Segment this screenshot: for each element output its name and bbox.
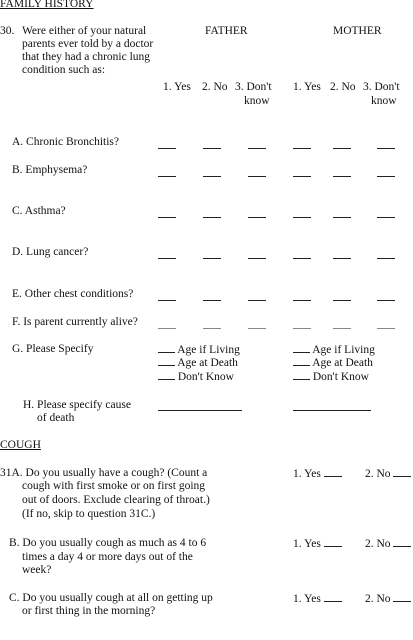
lung-cancer-father-dont-know-blank[interactable] (248, 258, 266, 259)
q31b-yes-option[interactable] (293, 537, 342, 551)
question-30-number: 30. (0, 25, 15, 37)
mother-age-death-label: Age at Death (312, 357, 373, 369)
chronic-bronchitis-mother-dont-know-blank[interactable] (377, 148, 395, 149)
lung-cancer-mother-no-blank[interactable] (333, 258, 351, 259)
father-specify-age-living[interactable] (158, 343, 240, 357)
lung-cancer-father-yes-blank[interactable] (158, 258, 176, 259)
parent-alive-father-dont-know-blank[interactable] (248, 328, 266, 329)
lung-cancer-mother-dont-know-blank[interactable] (377, 258, 395, 259)
q31b-no-option[interactable] (365, 537, 411, 551)
question-30-line-2: parents ever told by a doctor (22, 38, 154, 50)
father-age-living-label: Age if Living (177, 344, 240, 356)
father-dont-know-label: Don't Know (177, 371, 234, 383)
question-31a-line-4: (If no, skip to question 31C.) (22, 508, 156, 520)
condition-asthma: C. Asthma? (12, 205, 66, 217)
cause-of-death-line-2: of death (37, 412, 75, 424)
emphysema-mother-dont-know-blank[interactable] (377, 176, 395, 177)
question-31b-line-1: B. Do you usually cough as much as 4 to 6 (9, 537, 207, 549)
q31c-yes-option[interactable] (293, 592, 342, 606)
chronic-bronchitis-father-no-blank[interactable] (203, 148, 221, 149)
q31c-no-option[interactable] (365, 592, 411, 606)
mother-header: MOTHER (333, 25, 382, 37)
father-specify-dont-know[interactable] (158, 370, 234, 384)
q31a-yes-label: 1. Yes (293, 468, 321, 480)
question-30-line-4: condition such as: (22, 64, 106, 76)
other-chest-father-no-blank[interactable] (203, 300, 221, 301)
q31c-no-label: 2. No (365, 593, 391, 605)
other-chest-mother-dont-know-blank[interactable] (377, 300, 395, 301)
cause-of-death-line-1: H. Please specify cause (23, 399, 131, 411)
cough-title: COUGH (0, 439, 41, 451)
father-header: FATHER (205, 25, 248, 37)
asthma-father-yes-blank[interactable] (158, 217, 176, 218)
emphysema-father-yes-blank[interactable] (158, 176, 176, 177)
condition-chronic-bronchitis: A. Chronic Bronchitis? (12, 136, 119, 148)
parent-alive-mother-yes-blank[interactable] (293, 328, 311, 329)
emphysema-father-dont-know-blank[interactable] (248, 176, 266, 177)
q31b-no-label: 2. No (365, 538, 391, 550)
question-31c-line-2: or first thing in the morning? (22, 605, 156, 617)
mother-specify-age-living[interactable] (293, 343, 375, 357)
question-31b-line-3: week? (22, 564, 52, 576)
asthma-mother-yes-blank[interactable] (293, 217, 311, 218)
emphysema-mother-yes-blank[interactable] (293, 176, 311, 177)
condition-emphysema: B. Emphysema? (12, 164, 88, 176)
asthma-mother-no-blank[interactable] (333, 217, 351, 218)
mother-specify-age-death[interactable] (293, 356, 373, 370)
mother-dont-know-header: 3. Don't (363, 81, 400, 93)
asthma-father-dont-know-blank[interactable] (248, 217, 266, 218)
parent-alive-mother-no-blank[interactable] (333, 328, 351, 329)
parent-alive-father-yes-blank[interactable] (158, 328, 176, 329)
question-31b-line-2: times a day 4 or more days out of the (22, 551, 193, 563)
q31b-yes-label: 1. Yes (293, 538, 321, 550)
mother-age-living-label: Age if Living (312, 344, 375, 356)
parent-alive-mother-dont-know-blank[interactable] (377, 328, 395, 329)
other-chest-mother-no-blank[interactable] (333, 300, 351, 301)
q31a-no-label: 2. No (365, 468, 391, 480)
question-31c-line-1: C. Do you usually cough at all on getting up (9, 592, 213, 604)
family-history-title: FAMILY HISTORY (0, 0, 94, 10)
chronic-bronchitis-father-yes-blank[interactable] (158, 148, 176, 149)
condition-lung-cancer: D. Lung cancer? (12, 246, 89, 258)
chronic-bronchitis-father-dont-know-blank[interactable] (248, 148, 266, 149)
question-30-line-1: Were either of your natural (22, 25, 147, 37)
father-yes-header: 1. Yes (163, 81, 191, 93)
father-no-header: 2. No (202, 81, 228, 93)
father-cause-of-death-field[interactable] (158, 410, 242, 411)
q31a-no-option[interactable] (365, 467, 411, 481)
asthma-mother-dont-know-blank[interactable] (377, 217, 395, 218)
lung-cancer-father-no-blank[interactable] (203, 258, 221, 259)
question-31a-line-1: 31A. Do you usually have a cough? (Count a (0, 467, 208, 479)
asthma-father-no-blank[interactable] (203, 217, 221, 218)
father-dont-know-header-2: know (244, 95, 270, 107)
q31c-yes-label: 1. Yes (293, 593, 321, 605)
mother-specify-dont-know[interactable] (293, 370, 369, 384)
parent-alive-father-no-blank[interactable] (203, 328, 221, 329)
emphysema-mother-no-blank[interactable] (333, 176, 351, 177)
lung-cancer-mother-yes-blank[interactable] (293, 258, 311, 259)
mother-no-header: 2. No (330, 81, 356, 93)
father-specify-age-death[interactable] (158, 356, 238, 370)
question-31a-line-3: out of doors. Exclude clearing of throat.) (22, 494, 210, 506)
mother-dont-know-label: Don't Know (312, 371, 369, 383)
mother-yes-header: 1. Yes (293, 81, 321, 93)
emphysema-father-no-blank[interactable] (203, 176, 221, 177)
chronic-bronchitis-mother-yes-blank[interactable] (293, 148, 311, 149)
mother-cause-of-death-field[interactable] (293, 410, 371, 411)
q31a-yes-option[interactable] (293, 467, 342, 481)
chronic-bronchitis-mother-no-blank[interactable] (333, 148, 351, 149)
other-chest-father-yes-blank[interactable] (158, 300, 176, 301)
other-chest-father-dont-know-blank[interactable] (248, 300, 266, 301)
question-31a-line-2: cough with first smoke or on first going (22, 480, 206, 492)
father-age-death-label: Age at Death (177, 357, 238, 369)
other-chest-mother-yes-blank[interactable] (293, 300, 311, 301)
condition-other-chest: E. Other chest conditions? (12, 288, 134, 300)
mother-dont-know-header-2: know (371, 95, 397, 107)
specify-label: G. Please Specify (12, 343, 94, 355)
father-dont-know-header: 3. Don't (235, 81, 272, 93)
question-30-line-3: that they had a chronic lung (22, 51, 151, 63)
condition-parent-alive: F. Is parent currently alive? (12, 316, 138, 328)
